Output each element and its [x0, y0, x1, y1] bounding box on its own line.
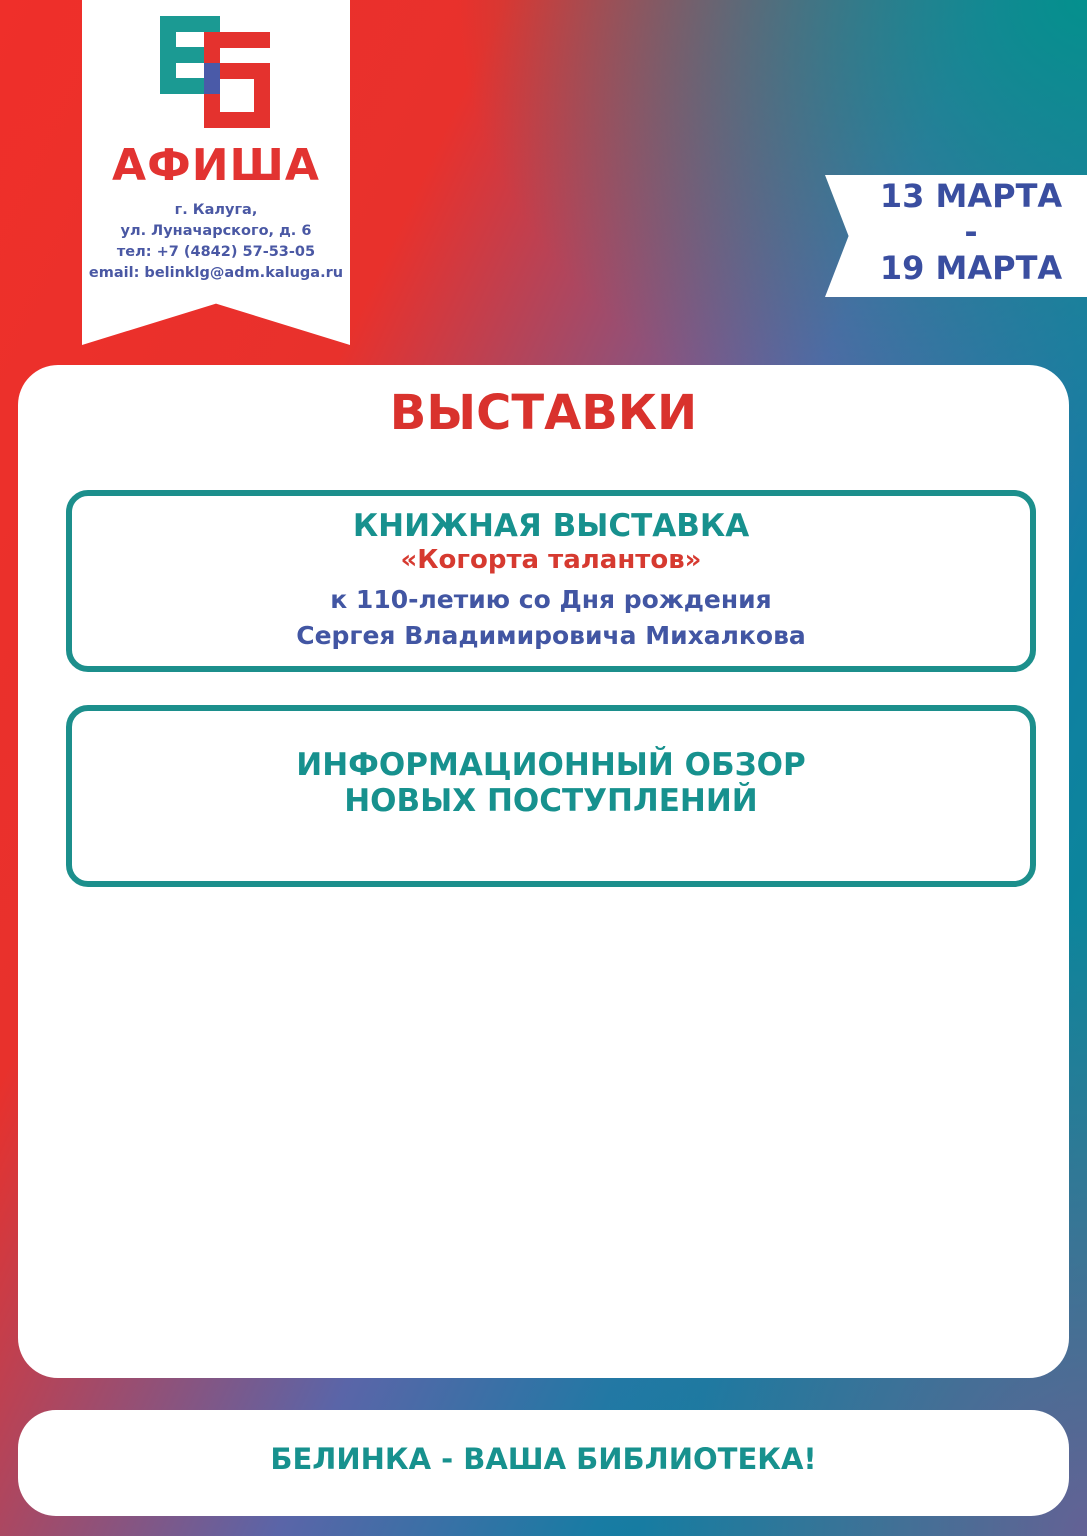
section-title: ВЫСТАВКИ — [389, 385, 698, 441]
event-title-line2: НОВЫХ ПОСТУПЛЕНИЙ — [344, 783, 758, 819]
event-description-line2: Сергея Владимировича Михалкова — [296, 621, 806, 650]
library-logo — [160, 16, 270, 128]
event-description-line1: к 110-летию со Дня рождения — [330, 585, 772, 614]
event-card-exhibition — [66, 490, 1036, 672]
date-end: 19 МАРТА — [879, 249, 1063, 287]
address-street: ул. Луначарского, д. 6 — [120, 223, 312, 239]
library-address — [82, 200, 350, 284]
poster-title: АФИША — [112, 140, 320, 191]
date-range — [860, 178, 1082, 286]
event-card-review — [66, 705, 1036, 887]
event-name: «Когорта талантов» — [400, 545, 702, 575]
footer-slogan: БЕЛИНКА - ВАША БИБЛИОТЕКА! — [270, 1442, 817, 1476]
event-type: КНИЖНАЯ ВЫСТАВКА — [352, 508, 750, 544]
address-city: г. Калуга, — [174, 202, 258, 218]
date-start: 13 МАРТА — [879, 177, 1063, 215]
address-phone: тел: +7 (4842) 57-53-05 — [116, 244, 316, 260]
address-email: email: belinklg@adm.kaluga.ru — [88, 265, 344, 281]
date-dash: - — [964, 213, 978, 251]
event-title-line1: ИНФОРМАЦИОННЫЙ ОБЗОР — [296, 747, 806, 783]
